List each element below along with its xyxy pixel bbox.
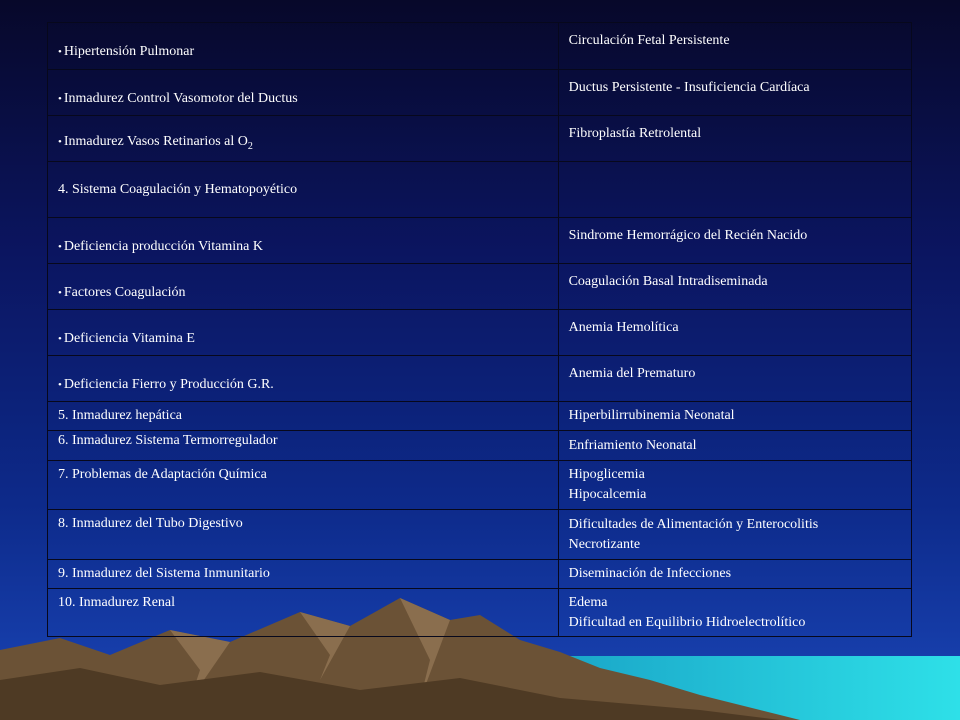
cause-text: Inmadurez Control Vasomotor del Ductus	[63, 90, 298, 106]
cause-text: Deficiencia Fierro y Producción G.R.	[63, 376, 274, 392]
table-row	[48, 23, 912, 70]
effect-cell	[558, 70, 911, 116]
cause-cell: • Deficiencia Vitamina E	[48, 310, 559, 356]
table-row	[48, 510, 912, 560]
effect-cell	[558, 23, 911, 70]
effect-cell	[558, 461, 911, 510]
cause-cell: • Inmadurez Vasos Retinarios al $O_2$	[48, 116, 559, 162]
table-row	[48, 431, 912, 461]
effect-text: Anemia del Prematuro	[568, 365, 696, 381]
effect-cell	[558, 560, 911, 589]
section-heading-text: 4. Sistema Coagulación y Hematopoyético	[58, 181, 298, 197]
effect-cell	[558, 589, 911, 637]
section-heading-cell	[48, 560, 559, 589]
effect-cell	[558, 264, 911, 310]
section-heading-text: 5. Inmadurez hepática	[58, 408, 182, 423]
effect-cell	[558, 310, 911, 356]
effect-cell	[558, 218, 911, 264]
table-row	[48, 70, 912, 116]
effect-cell	[558, 356, 911, 402]
cause-cell: • Hipertensión Pulmonar	[48, 23, 559, 70]
effect-cell	[558, 116, 911, 162]
effect-text: Enfriamiento Neonatal	[568, 437, 697, 453]
table-row	[48, 402, 912, 431]
effect-cell	[558, 431, 911, 461]
section-heading-cell	[48, 461, 559, 510]
effect-cell	[558, 162, 911, 218]
effect-text-line-1: Dificultades de Alimentación y Enterocolitis	[568, 516, 819, 532]
table-row	[48, 589, 912, 637]
table-row	[48, 461, 912, 510]
cause-cell: • Factores Coagulación	[48, 264, 559, 310]
effect-text-line-2: Dificultad en Equilibrio Hidroelectrolítico	[568, 614, 806, 630]
section-heading-cell	[48, 589, 559, 637]
cause-text: Hipertensión Pulmonar	[63, 44, 195, 59]
cause-cell: • Deficiencia Fierro y Producción G.R.	[48, 356, 559, 402]
cause-text: Deficiencia producción Vitamina K	[63, 238, 263, 254]
section-heading-text: 9. Inmadurez del Sistema Inmunitario	[58, 566, 270, 581]
table-row	[48, 116, 912, 162]
table-row	[48, 356, 912, 402]
effect-cell	[558, 510, 911, 560]
section-heading-cell	[48, 402, 559, 431]
table-row	[48, 560, 912, 589]
cause-text: Inmadurez Vasos Retinarios al O	[63, 134, 248, 149]
causes-table	[47, 22, 912, 637]
effect-text: Coagulación Basal Intradiseminada	[568, 273, 768, 289]
effect-text: Fibroplastía Retrolental	[568, 125, 702, 141]
subscript-two: 2	[247, 141, 253, 152]
section-heading-text: 10. Inmadurez Renal	[58, 595, 176, 610]
effect-text: Hiperbilirrubinemia Neonatal	[568, 408, 735, 423]
effect-text-line-2: Necrotizante	[568, 536, 641, 552]
effect-text-line-1: Edema	[568, 594, 608, 610]
effect-text: Sindrome Hemorrágico del Recién Nacido	[568, 227, 808, 243]
section-heading-text: 8. Inmadurez del Tubo Digestivo	[58, 516, 243, 531]
table-row	[48, 310, 912, 356]
effect-text: Ductus Persistente - Insuficiencia Cardíaca	[568, 79, 810, 95]
effect-text: Anemia Hemolítica	[568, 319, 679, 335]
effect-text-line-2: Hipocalcemia	[568, 487, 647, 502]
cause-cell: • Inmadurez Control Vasomotor del Ductus	[48, 70, 559, 116]
section-heading-text: 7. Problemas de Adaptación Química	[58, 467, 267, 482]
cause-cell: • Deficiencia producción Vitamina K	[48, 218, 559, 264]
section-heading-cell	[48, 162, 559, 218]
effect-text: Circulación Fetal Persistente	[568, 33, 730, 48]
table-row	[48, 162, 912, 218]
table-row	[48, 264, 912, 310]
effect-text: Diseminación de Infecciones	[568, 566, 732, 581]
effect-cell	[558, 402, 911, 431]
effect-text-line-1: Hipoglicemia	[568, 467, 645, 482]
cause-text: Factores Coagulación	[63, 284, 186, 300]
section-heading-cell	[48, 431, 559, 461]
section-heading-text: 6. Inmadurez Sistema Termorregulador	[58, 432, 278, 448]
table-row	[48, 218, 912, 264]
section-heading-cell	[48, 510, 559, 560]
cause-text: Deficiencia Vitamina E	[63, 330, 195, 346]
